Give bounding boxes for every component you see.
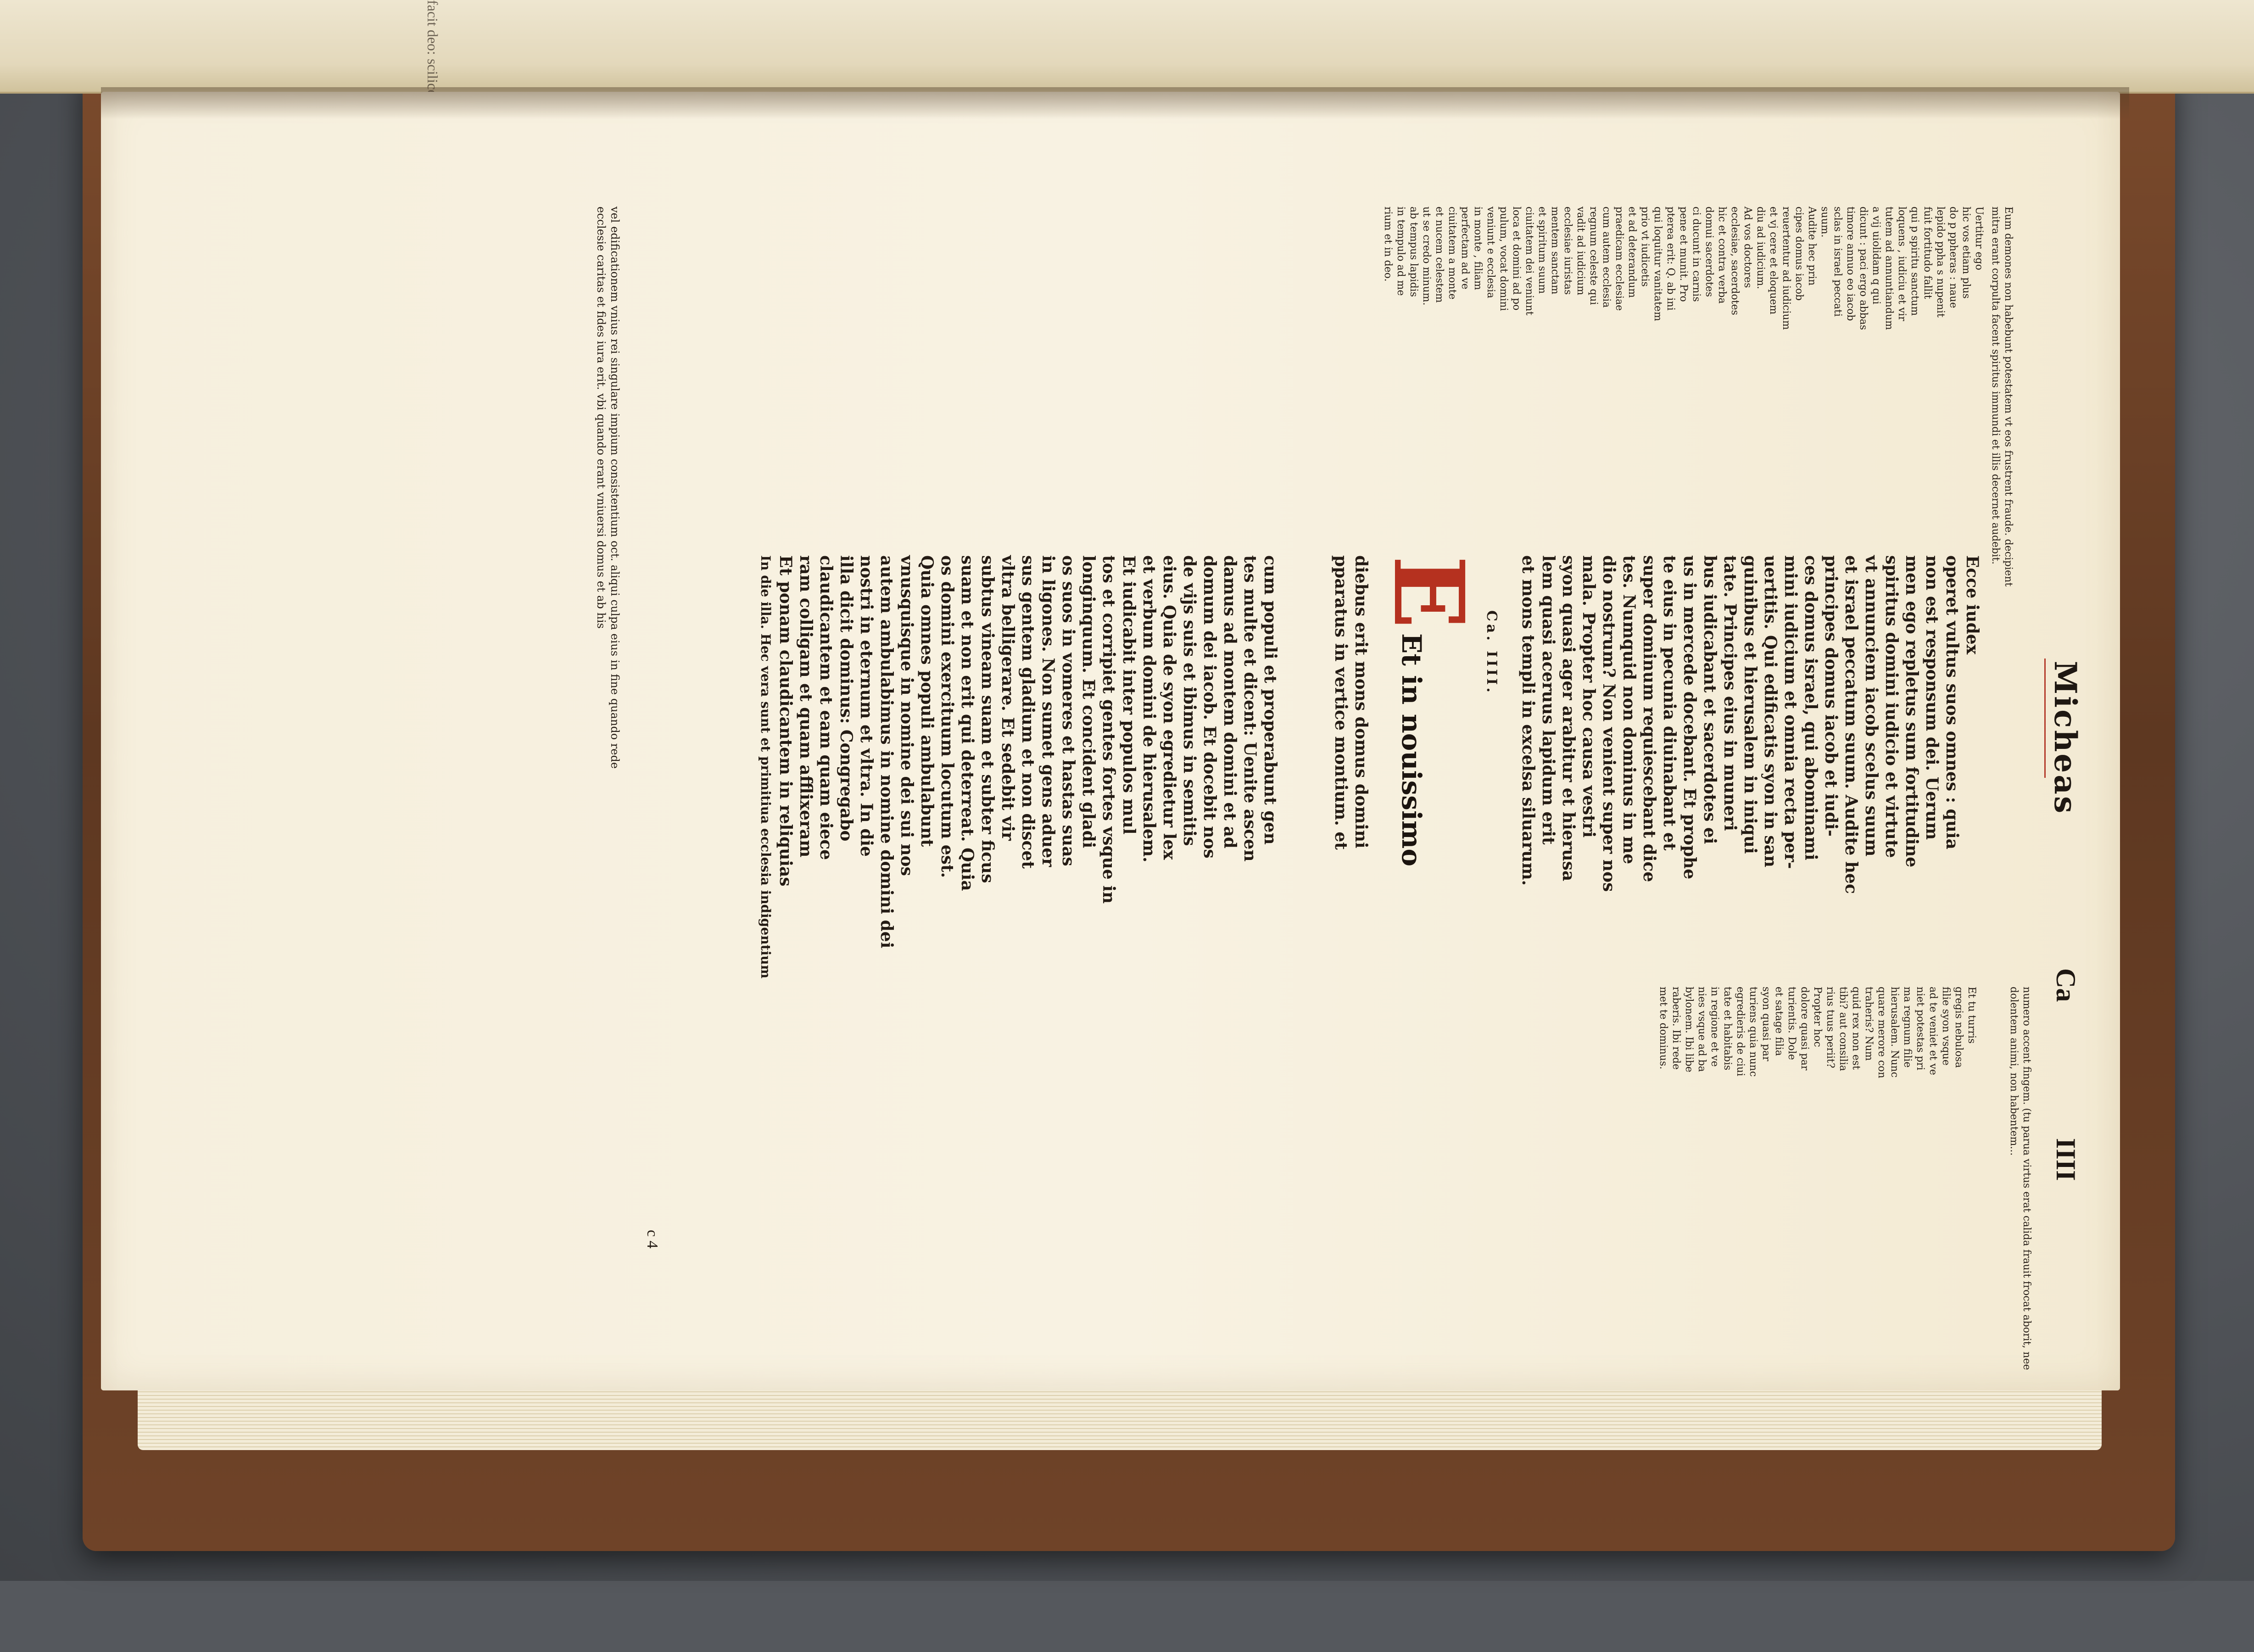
left-gloss-line: perfectam ad ve (1459, 206, 1471, 290)
left-gloss-line: ab tempus lapidis (1408, 206, 1419, 297)
second-text-line: damus ad montem domini et ad (1220, 555, 1239, 848)
right-gloss-line: et satage filia (1773, 987, 1785, 1056)
right-gloss-line: filie syon vsque (1940, 987, 1952, 1066)
left-gloss-column (1381, 206, 2014, 587)
second-text-line: Quia omnes populi ambulabunt (917, 555, 937, 847)
left-gloss-line: domui sacerdotes (1703, 206, 1715, 297)
second-text-line: de vijs suis et ibimus in semitis (1180, 555, 1199, 846)
main-text-line: te eius in pecunia diuinabant et (1660, 555, 1679, 851)
left-gloss-line: qui loquitur vanitatem (1652, 206, 1663, 321)
running-head-chapter: Ca (2051, 968, 2081, 1002)
second-text-line: illa dicit dominus: Congregabo (837, 555, 856, 842)
chapter-heading: Ca. IIII. (1484, 610, 1500, 695)
left-gloss-line: et nucem celestem (1434, 206, 1445, 303)
top-gloss-line: dolentem animi, non habentem... (2008, 987, 2020, 1156)
left-gloss-line: loquens , iudiciu et vir (1896, 206, 1908, 321)
running-head-rule (2044, 659, 2046, 778)
second-text-line: ram colligam et quam afflixeram (796, 555, 815, 858)
second-text-line: eius. Quia de syon egredietur lex (1160, 555, 1179, 860)
page-footer (594, 206, 622, 1308)
gutter-shadow (101, 87, 2129, 119)
left-gloss-line: loca et domini ad po (1511, 206, 1522, 311)
right-gloss-line: Propter hoc (1812, 987, 1823, 1047)
second-text-line: vnusquisque in nomine dei sui nos (897, 555, 916, 876)
left-gloss-line: diu ad iudicium. (1755, 206, 1766, 290)
left-gloss-line: regnum celeste qui (1588, 206, 1599, 305)
left-gloss-line: ciuitatem a monte (1446, 206, 1458, 300)
left-gloss-line: mentem sanctam (1549, 206, 1561, 295)
left-gloss-line: dicunt : paci ergo abbas (1858, 206, 1869, 330)
second-text-line: claudicantem et eam quam eiece (816, 555, 836, 860)
right-gloss-line: bylonem. Ibi libe (1683, 987, 1695, 1072)
left-gloss-line: lepido ppha s nupenit (1935, 206, 1946, 318)
signature-mark: c 4 (644, 1230, 661, 1249)
second-text-line: longinquum. Et concident gladi (1079, 555, 1098, 848)
top-gloss (2007, 987, 2033, 1370)
footer-line: ecclesie caritas et fides iura erit. vbi quando erant vniuersi domus et ab his (595, 206, 608, 629)
right-gloss-line: tate et habitabis (1722, 987, 1733, 1071)
left-gloss-line: fuit fortitudo fallit (1922, 206, 1933, 299)
right-gloss-line: turientis. Dole (1786, 987, 1797, 1060)
running-head-number: IIII (2051, 1138, 2081, 1181)
second-text-line: tes multe et dicent: Uenite ascen (1240, 555, 1260, 862)
second-text-line: subtus vineam suam et subter ficus (978, 555, 997, 883)
book-page (101, 92, 2120, 1390)
left-gloss-line: pterea erit: Q. ab ini (1665, 206, 1676, 311)
right-gloss-line: raberis. Ibi rede (1670, 987, 1682, 1070)
main-text-line: lem quasi aceruus lapidum erit (1539, 555, 1558, 845)
main-text-line: vt annunciem iacob scelus suum (1862, 555, 1881, 857)
second-text-line: cum populi et properabunt gen (1261, 555, 1280, 845)
main-text-line: guinibus et hierusalem in iniqui (1741, 555, 1760, 854)
left-gloss-line: a vij uiolidam q qui (1870, 206, 1882, 305)
right-gloss-line: tibi? aut consilia (1837, 987, 1849, 1072)
left-gloss-line: veniunt e ecclesia (1485, 206, 1496, 298)
second-text-line: Et iudicabit inter populos mul (1119, 555, 1138, 835)
left-gloss-line: Audite hec prin (1806, 206, 1818, 286)
left-gloss-line: prio vt iudicetis (1639, 206, 1651, 287)
left-gloss-line: ut se credo minum. (1421, 206, 1432, 306)
left-gloss-head: Eum demones non habebunt potestatem vt eos frustrent fraude. decipient (2003, 206, 2014, 587)
right-gloss-line: gregis nebulosa (1953, 987, 1964, 1068)
right-gloss-line: turiens quia nunc (1747, 987, 1759, 1077)
left-gloss-lines (1381, 206, 1985, 528)
main-text-line: operet vultus suos omnes : quia (1942, 555, 1962, 849)
left-gloss-line: ecclesiae iuristas (1562, 206, 1573, 295)
left-gloss-line: cum autem ecclesia (1601, 206, 1612, 308)
main-text-line: et israel peccatum suum. Audite hec (1841, 555, 1861, 894)
left-gloss-line: rium et in deo. (1382, 206, 1394, 282)
left-gloss-line: in monte , filiam (1472, 206, 1484, 290)
right-gloss-line: ma regnum filie (1902, 987, 1913, 1068)
main-text-line: diebus erit mons domus domini (1351, 555, 1371, 848)
left-gloss-line: reuertentur ad iudicium (1780, 206, 1792, 330)
left-gloss-line: ci ducunt in carnis (1690, 206, 1702, 302)
running-head (2042, 225, 2083, 1289)
left-gloss-line: hic et contra verba (1716, 206, 1728, 304)
left-gloss-line: suum. (1819, 206, 1830, 238)
main-text-line: mini iudicium et omnia recta per- (1781, 555, 1800, 869)
right-gloss-line: met te dominus. (1657, 987, 1669, 1070)
main-text-line: Ecce iudex (1963, 555, 1982, 655)
main-text-line: tate. Principes eius in muneri (1720, 555, 1740, 831)
main-text-line: bus iudicabant et sacerdotes ei (1700, 555, 1719, 844)
decorated-initial: E (1372, 555, 1485, 629)
second-text-line: autem ambulabimus in nomine domini dei (877, 555, 896, 949)
second-text-line: sus gentem gladium et non discet (1018, 555, 1038, 869)
right-gloss-line: quid rex non est (1850, 987, 1862, 1070)
incipit-block (1371, 555, 1485, 968)
main-text-line: super dominum requiescebant dice (1640, 555, 1659, 882)
main-text-line: us in mercede docebant. Et prophe (1680, 555, 1699, 880)
main-text-line: ces domus israel, qui abominami (1801, 555, 1820, 860)
left-gloss-line: et ad deterandum (1626, 206, 1638, 298)
main-text-line: et mons templi in excelsa siluarum. (1518, 555, 1538, 886)
second-text-lines (776, 555, 1280, 968)
second-text-line: tos et corripiet gentes fortes vsque in (1099, 555, 1118, 904)
right-gloss-line: hierusalem. Nunc (1889, 987, 1900, 1078)
right-gloss-line: egredieris de ciui (1735, 987, 1746, 1077)
running-head-title: Micheas (2048, 661, 2083, 815)
left-gloss-line: cipes domus iacob (1793, 206, 1805, 301)
left-gloss-line: Ad vos doctores (1742, 206, 1753, 288)
main-text-line: uertitis. Qui edificatis syon in san (1761, 555, 1780, 868)
left-gloss-line: pene et munit. Pro (1678, 206, 1689, 302)
left-gloss-line: et spiritum suum (1536, 206, 1548, 294)
left-gloss-line: sclas in israel peccati (1832, 206, 1843, 317)
second-text-column (755, 555, 1280, 979)
left-gloss-line: in tempulo ad me (1395, 206, 1406, 296)
main-text-line: principes domus iacob et iudi- (1821, 555, 1841, 837)
right-gloss-line: dolore quasi par (1799, 987, 1810, 1071)
main-text-line: mala. Propter hoc causa vestri (1579, 555, 1598, 838)
right-gloss-line: syon quasi par (1760, 987, 1772, 1061)
main-text-column (1331, 555, 1982, 968)
previous-leaf-text-area (441, 0, 2092, 92)
right-gloss-column (1657, 987, 1978, 1308)
main-text-lines (1518, 555, 1982, 968)
main-text-line: syon quasi ager arabitur et hierusa (1559, 555, 1578, 882)
second-text-tail: In die illa. Hec vera sunt et primitiua ecclesia indigentium (758, 555, 773, 979)
main-text-line: dio nostrum? Non venient super nos (1599, 555, 1618, 892)
left-gloss-line: praedicam ecclesiae (1613, 206, 1625, 311)
second-text-line: in ligones. Non sumet gens aduer (1038, 555, 1058, 867)
footer-line: vel edificationem vnius rei singulare impium consistentium oct. aliqui culpa eius in fine quando rede (608, 206, 621, 769)
second-text-line: et verbum domini de hierusalem. (1139, 555, 1159, 863)
right-gloss-line: niet potestas pri (1914, 987, 1926, 1071)
left-gloss-line: ecclesiae, sacerdotes (1729, 206, 1741, 315)
left-gloss-line: qui p spiritu sanctum (1909, 206, 1920, 316)
left-gloss-line: timore annuo eo iacob (1845, 206, 1856, 321)
right-gloss-line: nies vsque ad ba (1696, 987, 1707, 1072)
previous-leaf (0, 0, 2254, 94)
rotated-page-content (569, 206, 2083, 1370)
left-gloss-line: Uertitur ego (1973, 206, 1985, 270)
main-text-line: pparatus in vertice montium. et (1331, 555, 1350, 850)
main-text-line: non est responsum dei. Uerum (1922, 555, 1942, 840)
right-gloss-line: traheris? Num (1863, 987, 1875, 1061)
main-text-line: men ego repletus sum fortitudine (1902, 555, 1921, 868)
left-gloss-line: do p ppheras : naue (1947, 206, 1959, 308)
left-gloss-line: hic vos etiam plus (1960, 206, 1972, 299)
right-gloss-line: quare merore con (1876, 987, 1887, 1078)
top-gloss-line: numero accent fingem. (tu parua virtus erat calida frauit frocat aborit, nee (2021, 987, 2032, 1370)
right-gloss-line: Et tu turris (1966, 987, 1977, 1044)
second-text-line: os suos in vomeres et hastas suas (1059, 555, 1078, 866)
incipit-text: Et in nouissimo (1396, 633, 1427, 867)
right-gloss-line: rius tuus periit? (1824, 987, 1836, 1068)
right-gloss-line: ad te veniet et ve (1927, 987, 1939, 1075)
left-gloss-line: ciuitatem dei veniunt (1523, 206, 1535, 316)
right-gloss-line: in regione et ve (1709, 987, 1720, 1067)
left-gloss-line: pulum, vocat domini (1498, 206, 1509, 311)
right-gloss-lines (1657, 987, 1978, 1308)
main-text-line: spiritus domini iudicio et virtute (1882, 555, 1901, 858)
second-text-line: os domini exercituum locutum est. (937, 555, 957, 878)
left-gloss-line: vadit ad iudicium (1575, 206, 1586, 296)
second-text-line: suam et non erit qui deterreat. Quia (958, 555, 977, 891)
left-gloss-line: et vj cere et eloquem (1768, 206, 1779, 315)
second-text-line: Et ponam claudicantem in reliquias (776, 555, 795, 887)
left-gloss-line: tutem ad annuntiandum (1883, 206, 1895, 330)
second-text-line: domum dei iacob. Et docebit nos (1200, 555, 1219, 859)
left-gloss-head: mitra erant corpulta facent spiritus immundi et illis decernet audebit. (1990, 206, 2001, 565)
main-text-line: tes. Numquid non dominus in me (1619, 555, 1639, 865)
second-text-line: nostri in eternum et vltra. In die (857, 555, 876, 857)
second-text-line: vltra belligerare. Et sedebit vir (998, 555, 1017, 841)
